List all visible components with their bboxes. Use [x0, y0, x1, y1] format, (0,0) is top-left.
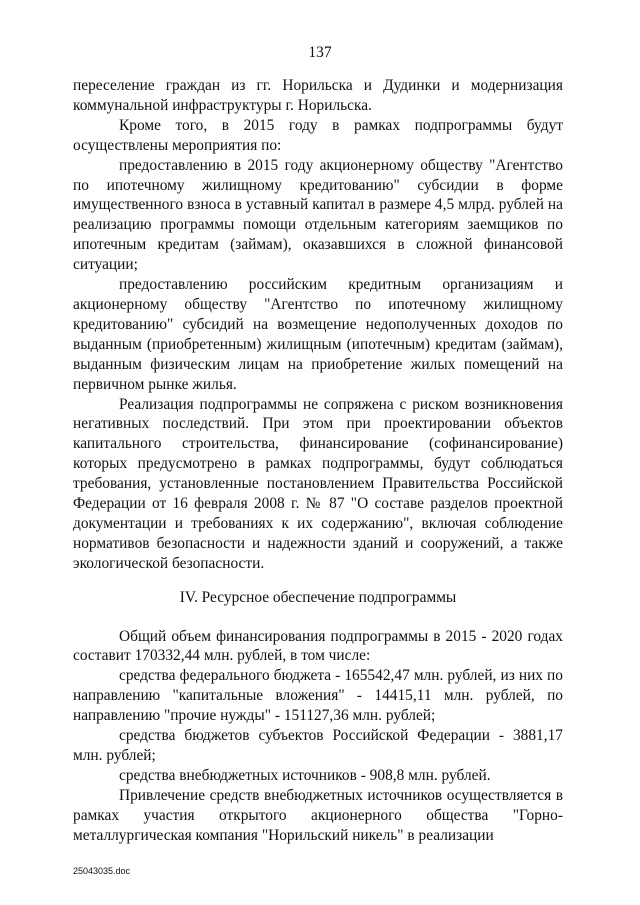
- paragraph: Кроме того, в 2015 году в рамках подпрограммы будут осуществлены мероприятия по:: [73, 116, 563, 154]
- paragraph: Общий объем финансирования подпрограммы в 2015 - 2020 годах составит 170332,44 млн. рублей, в том числе:: [73, 627, 563, 665]
- paragraph: предоставлению российским кредитным организациям и акционерному обществу "Агентство по ипотечному жилищному кредитованию" субсидий на возмещение недополученных доходов по выданным (приобретенным) жилищным (ипотечным) кредитам (займам), выданным физическим лицам на приобретение жилых помещений на первичном рынке жилья.: [73, 276, 563, 393]
- paragraph: Привлечение средств внебюджетных источников осуществляется в рамках участия открытого акционерного общества "Горно-металлургическая компания "Норильский никель" в реализации: [73, 786, 563, 844]
- paragraph: Реализация подпрограммы не сопряжена с риском возникновения негативных последствий. При этом при проектировании объектов капитального строительства, финансирование (софинансирование) которых предусмотрено в рамках подпрограммы, будут соблюдаться требования, установленные постановлением Правительства Российской Федерации от 16 февраля 2008 г. № 87 "О составе разделов проектной документации и требованиях к их содержанию", включая соблюдение нормативов безопасности и надежности зданий и сооружений, а также экологической безопасности.: [73, 395, 563, 572]
- document-file-code: 25043035.doc: [73, 866, 131, 876]
- paragraph: средства бюджетов субъектов Российской Федерации - 3881,17 млн. рублей;: [73, 727, 563, 764]
- paragraph: средства федерального бюджета - 165542,47 млн. рублей, из них по направлению "капитальные вложения" - 14415,11 млн. рублей, по направлению "прочие нужды" - 151127,36 млн. рублей;: [73, 667, 563, 725]
- paragraph: средства внебюджетных источников - 908,8 млн. рублей.: [119, 766, 491, 784]
- page-number: 137: [308, 44, 332, 61]
- paragraph: переселение граждан из гг. Норильска и Дудинки и модернизация коммунальной инфраструктуры г. Норильска.: [73, 77, 563, 114]
- document-body: [73, 76, 563, 846]
- section-heading: IV. Ресурсное обеспечение подпрограммы: [179, 588, 457, 606]
- paragraph: предоставлению в 2015 году акционерному обществу "Агентство по ипотечному жилищному кредитованию" субсидии в форме имущественного взноса в уставный капитал в размере 4,5 млрд. рублей на реализацию программы помощи отдельным категориям заемщиков по ипотечным кредитам (займам), оказавшихся в сложной финансовой ситуации;: [73, 156, 563, 274]
